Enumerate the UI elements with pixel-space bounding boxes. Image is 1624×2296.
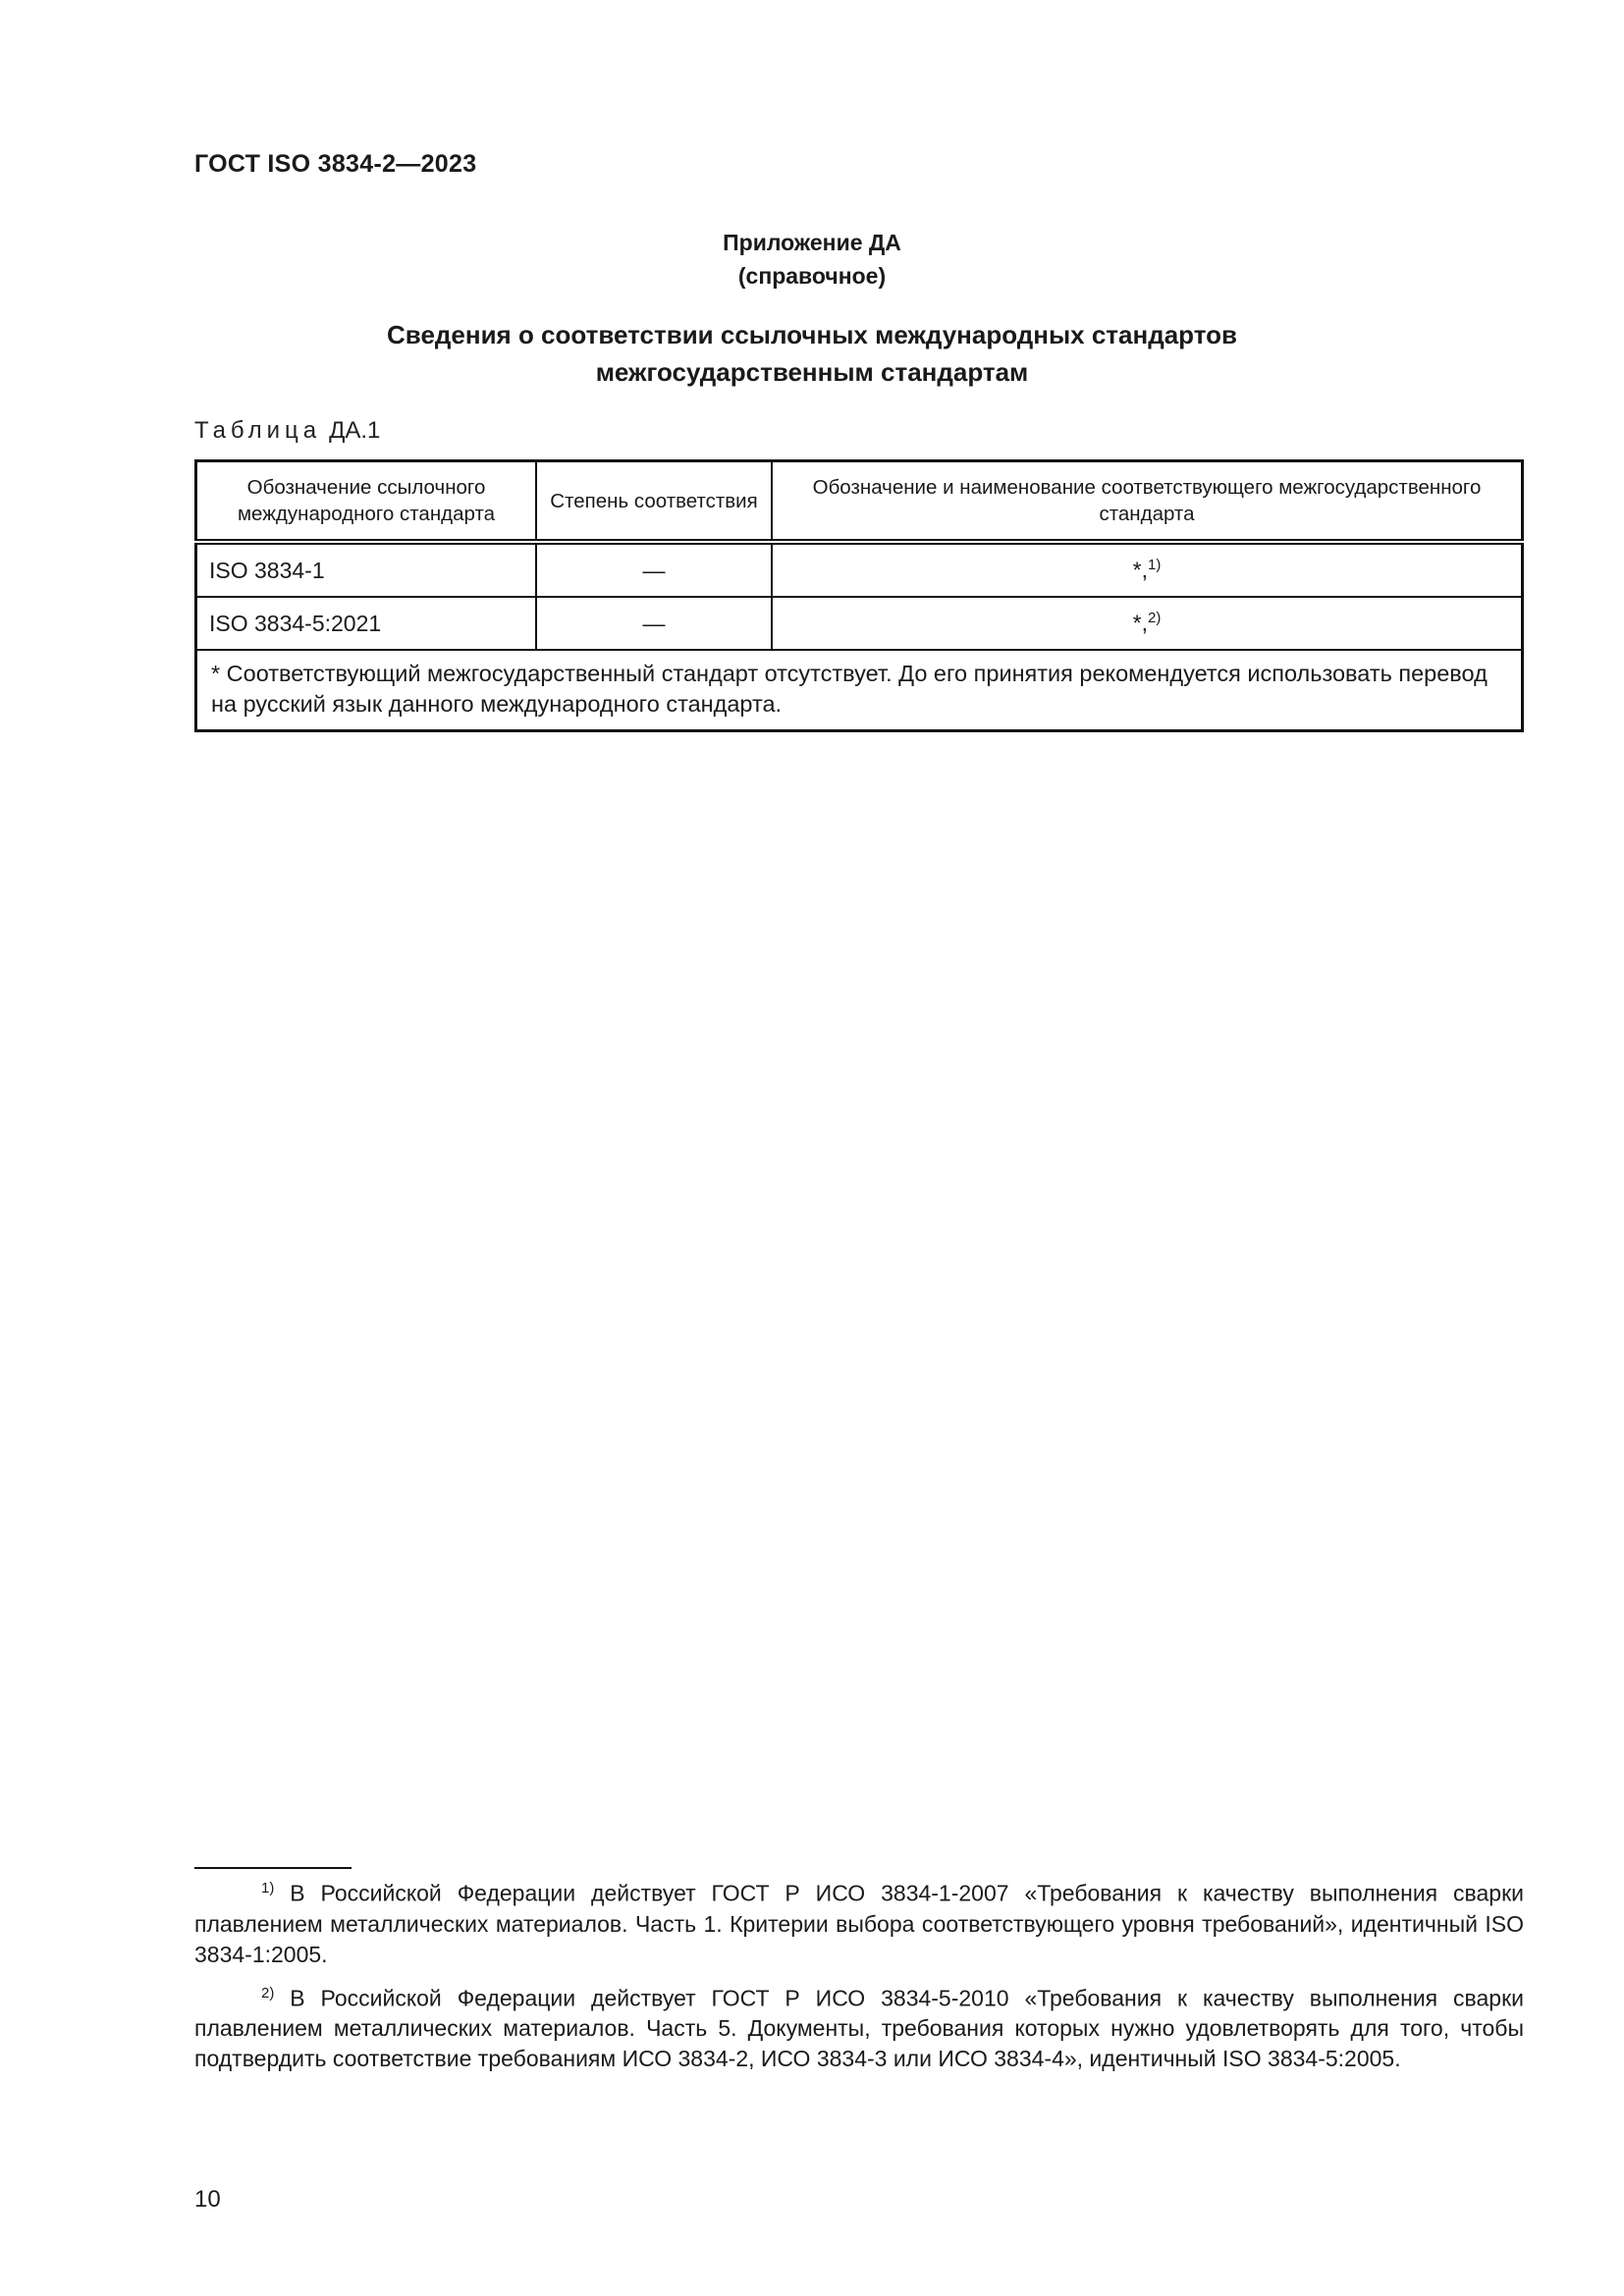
table-header-cell: Обозначение ссылочного международного стандарта bbox=[196, 461, 537, 543]
footnote-ref: 2) bbox=[1148, 610, 1162, 627]
footnote-ref: 1) bbox=[1148, 557, 1162, 574]
annex-title bbox=[0, 316, 1624, 391]
footnote-text: В Российской Федерации действует ГОСТ Р ИСО 3834-5-2010 «Требования к качеству выполнения сварки плавлением металлических материалов. Часть 5. Документы, требования которых нужно удовлетворять для того, чтобы подтвердить соответствие требованиям ИСО 3834-2, ИСО 3834-3 или ИСО 3834-4», идентичный ISO 3834-5:2005. bbox=[194, 1985, 1524, 2072]
table-header-cell: Обозначение и наименование соответствующего межгосударственного стандарта bbox=[772, 461, 1523, 543]
table-caption-word: Таблица bbox=[194, 417, 322, 444]
table-cell-degree: — bbox=[536, 597, 772, 650]
table-caption bbox=[194, 417, 380, 445]
footnotes bbox=[194, 1873, 1524, 2082]
table-cell-degree: — bbox=[536, 542, 772, 597]
table-caption-number: ДА.1 bbox=[329, 417, 381, 444]
page-number: 10 bbox=[194, 2186, 221, 2213]
footnote-text: В Российской Федерации действует ГОСТ Р ИСО 3834-1-2007 «Требования к качеству выполнения сварки плавлением металлических материалов. Часть 1. Критерии выбора соответствующего уровня требований», идентичный ISO 3834-1:2005. bbox=[194, 1880, 1524, 1967]
equivalent-mark: *, bbox=[1132, 610, 1148, 636]
table-row bbox=[196, 597, 1523, 650]
annex-kind: (справочное) bbox=[737, 263, 887, 289]
table-note-row bbox=[196, 650, 1523, 731]
table-row bbox=[196, 542, 1523, 597]
annex-title-line-2: межгосударственным стандартам bbox=[595, 357, 1029, 387]
table-cell-designation: ISO 3834-5:2021 bbox=[196, 597, 537, 650]
table-cell-equivalent bbox=[772, 597, 1523, 650]
standards-table bbox=[194, 459, 1524, 732]
footnote-divider bbox=[194, 1867, 352, 1869]
annex-name: Приложение ДА bbox=[723, 230, 901, 255]
annex-heading bbox=[0, 226, 1624, 293]
table-note: * Соответствующий межгосударственный стандарт отсутствует. До его принятия рекомендуется использовать перевод на русский язык данного международного стандарта. bbox=[196, 650, 1523, 731]
equivalent-mark: *, bbox=[1132, 557, 1148, 583]
footnote-marker: 1) bbox=[261, 1880, 275, 1896]
table-header-cell: Степень соответствия bbox=[536, 461, 772, 543]
annex-title-line-1: Сведения о соответствии ссылочных международных стандартов bbox=[387, 320, 1237, 349]
footnote bbox=[194, 1978, 1524, 2075]
footnote-marker: 2) bbox=[261, 1984, 275, 2002]
table-cell-equivalent bbox=[772, 542, 1523, 597]
footnote bbox=[194, 1873, 1524, 1970]
table-cell-designation: ISO 3834-1 bbox=[196, 542, 537, 597]
document-code: ГОСТ ISO 3834-2—2023 bbox=[194, 150, 477, 178]
table-header-row bbox=[196, 461, 1523, 543]
